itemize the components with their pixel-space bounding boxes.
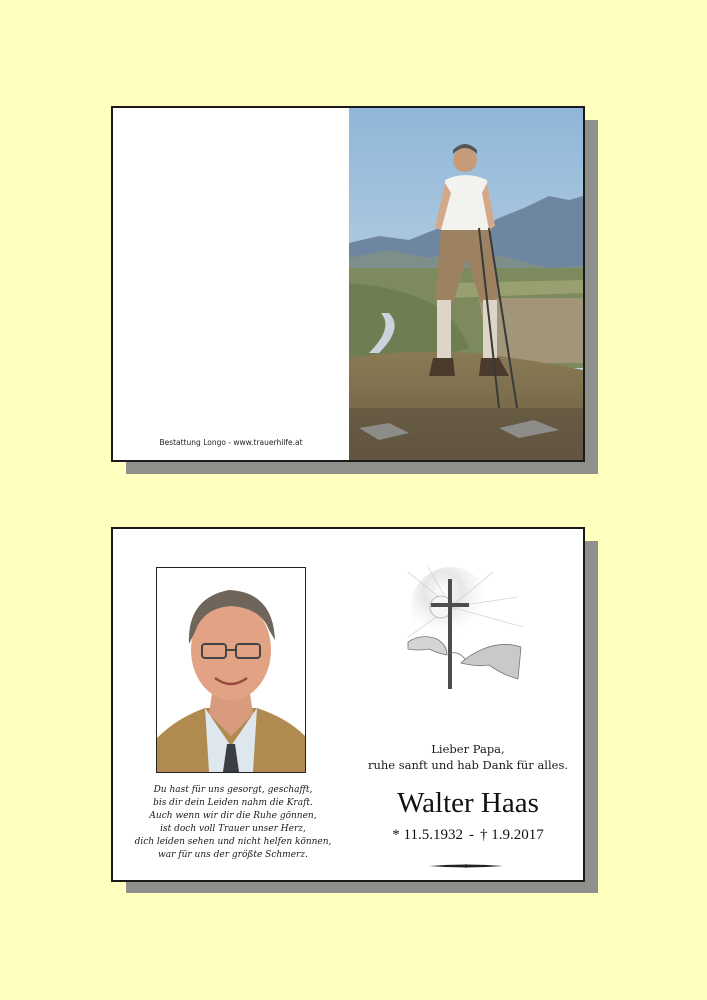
poem-line: dich leiden sehen und nicht helfen können, [134, 837, 332, 847]
card-front-blank-page [113, 108, 349, 460]
hiker-mountain-photo [349, 108, 583, 460]
funeral-home-credit: Bestattung Longo - www.trauerhilfe.at [159, 438, 303, 447]
poem-line: Du hast für uns gesorgt, geschafft, [153, 785, 313, 795]
poem-line: ist doch voll Trauer unser Herz, [160, 824, 306, 834]
greeting [353, 741, 583, 773]
death-date: † 1.9.2017 [479, 827, 544, 843]
cross-hands-icon [403, 567, 528, 697]
poem-line: Auch wenn wir dir die Ruhe gönnen, [149, 811, 317, 821]
life-dates [353, 827, 583, 844]
memorial-poem [123, 784, 343, 862]
ornament-divider-icon [429, 855, 503, 863]
date-separator: - [468, 827, 474, 843]
card-inside [111, 527, 585, 882]
poem-line: bis dir dein Leiden nahm die Kraft. [153, 798, 313, 808]
birth-date: * 11.5.1932 [392, 827, 463, 843]
greeting-line: Lieber Papa, [431, 742, 505, 756]
card-front [111, 106, 585, 462]
man-portrait-photo [156, 567, 306, 773]
greeting-line: ruhe sanft und hab Dank für alles. [367, 758, 569, 772]
deceased-name: Walter Haas [397, 787, 539, 819]
poem-line: war für uns der größte Schmerz. [158, 850, 308, 860]
